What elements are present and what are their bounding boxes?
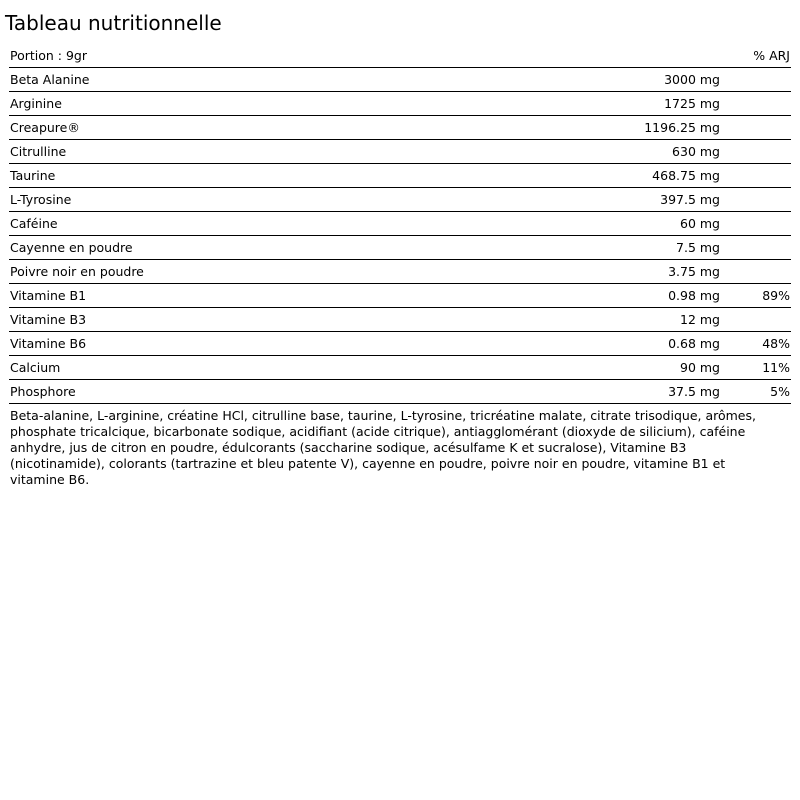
table-row [9,92,791,116]
table-row [9,380,791,404]
table-row [9,164,791,188]
ingredients-text: Beta-alanine, L-arginine, créatine HCl, citrulline base, taurine, L-tyrosine, tricréatine malate, citrate trisodique, arômes, phosphate tricalcique, bicarbonate sodique, acidifiant (acide citrique), antiagglomérant (dioxyde de silicium), caféine anhydre, jus de citron en poudre, édulcorants (saccharine sodique, acésulfame K et sucralose), Vitamine B3 (nicotinamide), colorants (tartrazine et bleu patente V), cayenne en poudre, poivre noir en poudre, vitamine B1 et vitamine B6. [10,408,756,487]
nutrient-amount: 1725 mg [664,96,720,111]
nutrient-name: Arginine [10,96,62,111]
table-row [9,68,791,92]
nutrient-amount: 630 mg [672,144,720,159]
table-row [9,284,791,308]
table-row [9,260,791,284]
nutrient-amount: 60 mg [680,216,720,231]
table-row [9,236,791,260]
nutrient-amount: 3.75 mg [668,264,720,279]
table-row [9,116,791,140]
nutrient-name: Phosphore [10,384,76,399]
table-row [9,356,791,380]
nutrient-name: Calcium [10,360,61,375]
nutrient-amount: 90 mg [680,360,720,375]
table-row [9,140,791,164]
nutrient-name: Vitamine B3 [10,312,87,327]
table-row [9,308,791,332]
nutrient-name: Cayenne en poudre [10,240,133,255]
nutrient-amount: 3000 mg [664,72,720,87]
nutrient-pct: 89% [762,288,790,303]
nutrient-name: Citrulline [10,144,67,159]
nutrient-amount: 37.5 mg [668,384,720,399]
portion-label: Portion : 9gr [10,48,88,63]
table-header-row [9,44,791,68]
nutrient-name: Taurine [10,168,56,183]
nutrient-amount: 7.5 mg [676,240,720,255]
nutrient-name: Poivre noir en poudre [10,264,144,279]
nutrient-amount: 0.68 mg [668,336,720,351]
nutrient-name: Creapure® [10,120,80,135]
table-row [9,212,791,236]
nutrient-name: Vitamine B1 [10,288,87,303]
nutrient-amount: 12 mg [680,312,720,327]
nutrient-name: Caféine [10,216,58,231]
nutrition-table [9,44,791,404]
nutrient-pct: 11% [762,360,790,375]
nutrient-amount: 397.5 mg [660,192,720,207]
page-title: Tableau nutritionnelle [5,11,222,35]
nutrient-amount: 468.75 mg [652,168,720,183]
table-row [9,188,791,212]
nutrient-name: Vitamine B6 [10,336,87,351]
nutrient-pct: 48% [762,336,790,351]
nutrient-amount: 0.98 mg [668,288,720,303]
pct-header-label: % ARJ [753,48,790,63]
nutrient-name: Beta Alanine [10,72,90,87]
nutrient-amount: 1196.25 mg [644,120,720,135]
nutrient-name: L-Tyrosine [10,192,72,207]
nutrition-rows [9,68,791,404]
nutrient-pct: 5% [770,384,790,399]
table-row [9,332,791,356]
